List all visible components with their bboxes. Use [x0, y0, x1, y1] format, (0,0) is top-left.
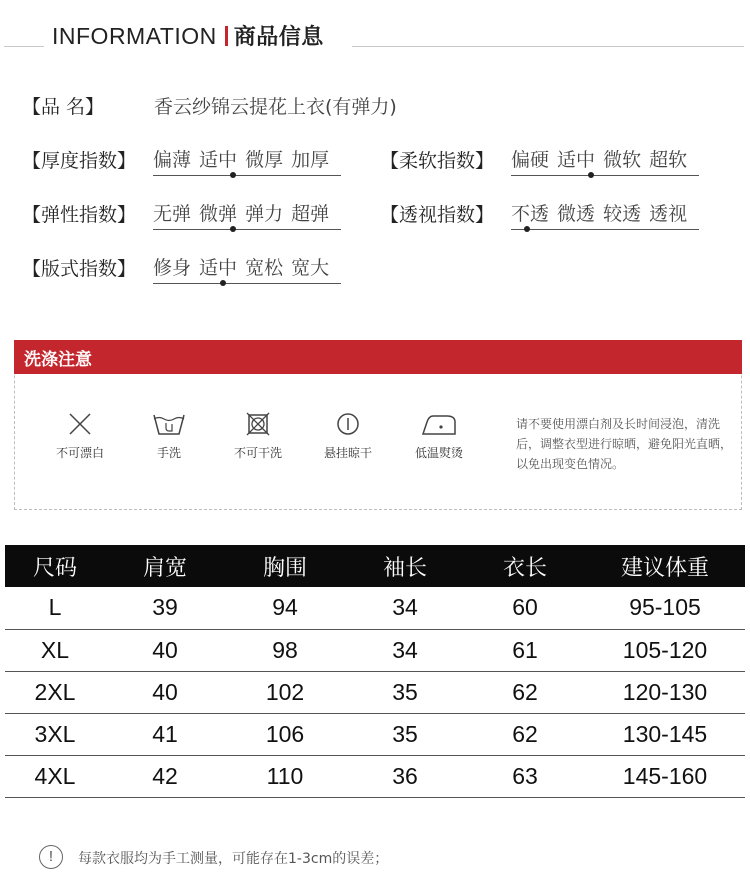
fit-scale [153, 253, 341, 287]
hand-wash-icon [124, 408, 214, 440]
header-divider-right [352, 46, 744, 47]
care-item-no-bleach [35, 408, 125, 461]
table-cell: 105-120 [585, 629, 745, 671]
care-instructions-note: 请不要使用漂白剂及长时间浸泡，清洗后，调整衣型进行晾晒，避免阳光直晒，以免出现变色情况。 [516, 417, 733, 471]
transparency-options: 不透 微透 较透 透视 [511, 203, 688, 225]
care-label: 不可漂白 [55, 446, 104, 460]
care-item-hand-wash [124, 408, 214, 461]
table-cell: 39 [105, 587, 225, 629]
table-cell: 2XL [5, 671, 105, 713]
table-cell: 106 [225, 713, 345, 755]
table-row [5, 755, 745, 797]
scale-indicator-dot [230, 172, 236, 178]
fit-label: 【版式指数】 [22, 258, 137, 280]
header-divider-left [4, 46, 44, 47]
table-cell: 110 [225, 755, 345, 797]
care-label: 悬挂晾干 [323, 446, 372, 460]
column-header-size: 尺码 [5, 545, 105, 587]
thickness-scale [153, 145, 341, 179]
scale-track [153, 283, 341, 284]
title-english: INFORMATION [52, 23, 217, 49]
care-item-low-iron [394, 408, 484, 461]
table-cell: 120-130 [585, 671, 745, 713]
table-cell: XL [5, 629, 105, 671]
table-row [5, 671, 745, 713]
measurement-note: 每款衣服均为手工测量，可能存在1-3cm的误差； [78, 851, 389, 867]
title-separator [225, 26, 228, 46]
table-cell: 40 [105, 671, 225, 713]
table-cell: 102 [225, 671, 345, 713]
softness-label: 【柔软指数】 [380, 150, 495, 172]
care-item-hang-dry [303, 408, 393, 461]
table-cell: 145-160 [585, 755, 745, 797]
page-title [52, 20, 324, 51]
column-header-sleeve: 袖长 [345, 545, 465, 587]
care-label: 不可干洗 [233, 446, 282, 460]
column-header-shoulder: 肩宽 [105, 545, 225, 587]
product-name-value: 香云纱锦云提花上衣(有弹力) [154, 96, 397, 118]
table-cell: 3XL [5, 713, 105, 755]
table-cell: 94 [225, 587, 345, 629]
size-table [5, 545, 745, 798]
table-row [5, 713, 745, 755]
thickness-label: 【厚度指数】 [22, 150, 137, 172]
fit-options: 修身 适中 宽松 宽大 [153, 257, 330, 279]
table-cell: 62 [465, 713, 585, 755]
column-header-bust: 胸围 [225, 545, 345, 587]
scale-indicator-dot [524, 226, 530, 232]
table-cell: 34 [345, 587, 465, 629]
softness-options: 偏硬 适中 微软 超软 [511, 149, 688, 171]
exclamation-icon: ! [39, 845, 63, 869]
scale-track [511, 229, 699, 230]
scale-track [511, 175, 699, 176]
scale-indicator-dot [220, 280, 226, 286]
scale-indicator-dot [588, 172, 594, 178]
care-label: 手洗 [156, 446, 181, 460]
table-cell: L [5, 587, 105, 629]
table-cell: 42 [105, 755, 225, 797]
column-header-weight: 建议体重 [585, 545, 745, 587]
transparency-scale [511, 199, 699, 233]
low-iron-icon [394, 408, 484, 440]
size-table-header-row [5, 545, 745, 587]
table-cell: 34 [345, 629, 465, 671]
hang-dry-icon [303, 408, 393, 440]
care-item-no-dry-clean [213, 408, 303, 461]
no-bleach-icon [35, 408, 125, 440]
scale-track [153, 229, 341, 230]
thickness-options: 偏薄 适中 微厚 加厚 [153, 149, 330, 171]
no-dry-clean-icon [213, 408, 303, 440]
care-label: 低温熨烫 [414, 446, 463, 460]
table-cell: 60 [465, 587, 585, 629]
elasticity-scale [153, 199, 341, 233]
column-header-length: 衣长 [465, 545, 585, 587]
table-cell: 61 [465, 629, 585, 671]
table-cell: 35 [345, 671, 465, 713]
table-cell: 35 [345, 713, 465, 755]
scale-indicator-dot [230, 226, 236, 232]
table-cell: 40 [105, 629, 225, 671]
table-cell: 41 [105, 713, 225, 755]
table-cell: 98 [225, 629, 345, 671]
wash-care-header-bar [14, 340, 742, 374]
table-cell: 4XL [5, 755, 105, 797]
elasticity-label: 【弹性指数】 [22, 204, 137, 226]
table-cell: 130-145 [585, 713, 745, 755]
softness-scale [511, 145, 699, 179]
table-row [5, 629, 745, 671]
transparency-label: 【透视指数】 [380, 204, 495, 226]
table-cell: 63 [465, 755, 585, 797]
table-cell: 36 [345, 755, 465, 797]
table-row [5, 587, 745, 629]
title-chinese: 商品信息 [233, 25, 324, 50]
scale-track [153, 175, 341, 176]
table-cell: 62 [465, 671, 585, 713]
wash-care-title: 洗涤注意 [24, 350, 92, 370]
elasticity-options: 无弹 微弹 弹力 超弹 [153, 203, 330, 225]
table-cell: 95-105 [585, 587, 745, 629]
product-name-label: 【品 名】 [22, 96, 105, 118]
